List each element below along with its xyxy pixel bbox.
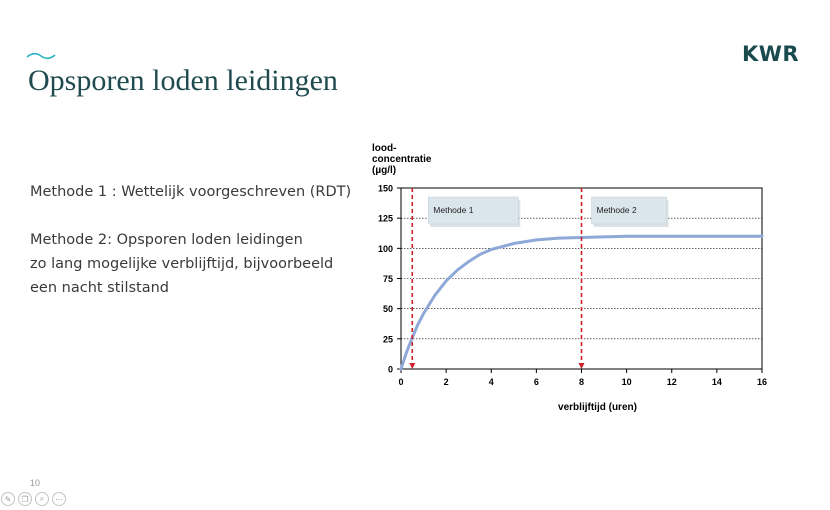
y-tick-label: 100 (377, 243, 393, 254)
marker-label: Methode 1 (433, 205, 474, 215)
copy-icon[interactable]: ❐ (18, 492, 32, 506)
x-tick-label: 4 (488, 377, 494, 387)
x-tick-label: 2 (443, 377, 449, 387)
marker-label: Methode 2 (596, 205, 637, 215)
x-tick-label: 8 (578, 377, 585, 387)
y-axis-label-line: (µg/l) (372, 165, 397, 176)
y-axis-label-line: lood- (372, 143, 397, 154)
x-tick-label: 10 (621, 377, 632, 387)
y-tick-label: 0 (387, 364, 393, 375)
x-tick-label: 6 (533, 377, 539, 387)
x-tick-label: 14 (711, 377, 722, 387)
y-tick-label: 75 (382, 274, 393, 284)
body-line-method-2-example: een nacht stilstand (30, 280, 169, 296)
marker-arrowhead (579, 363, 585, 369)
y-tick-label: 150 (377, 183, 393, 194)
logo-text: KWR (742, 42, 800, 64)
slide-toolbar (0, 492, 66, 510)
y-tick-label: 50 (382, 304, 393, 315)
x-axis-label: verblijftijd (uren) (558, 402, 637, 413)
y-tick-label: 125 (377, 213, 393, 224)
marker-arrowhead (409, 363, 415, 369)
page-number: 10 (30, 478, 41, 488)
x-tick-label: 16 (756, 377, 768, 387)
x-tick-label: 12 (666, 377, 677, 387)
body-line-method-1: Methode 1 : Wettelijk voorgeschreven (RDT) (30, 184, 352, 200)
x-tick-label: 0 (398, 377, 404, 387)
zoom-icon[interactable]: ⌕ (35, 492, 49, 506)
slide-title: Opsporen loden leidingen (28, 64, 338, 97)
body-line-method-2-detail: zo lang mogelijke verblijftijd, bijvoorbeeld (30, 256, 334, 272)
wave-icon (26, 50, 56, 62)
body-text (30, 180, 360, 300)
more-icon[interactable]: ⋯ (52, 492, 66, 506)
y-tick-label: 25 (382, 334, 393, 345)
lead-concentration-chart (366, 136, 786, 426)
pen-icon[interactable]: ✎ (1, 492, 15, 506)
y-axis-label-line: concentratie (372, 154, 432, 165)
kwr-logo (742, 42, 806, 64)
body-line-method-2: Methode 2: Opsporen loden leidingen (30, 232, 303, 248)
